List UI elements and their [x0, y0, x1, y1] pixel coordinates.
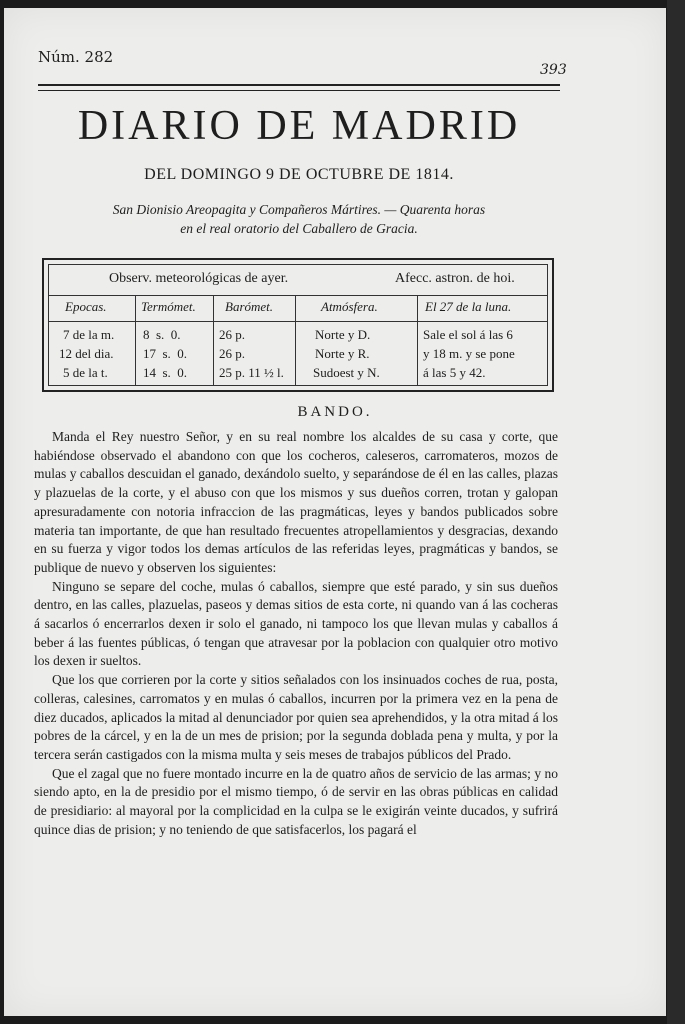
issue-number: Núm. 282 — [38, 48, 114, 66]
luna-cell: Sale el sol á las 6 — [423, 327, 513, 342]
col-header-atmosfera: Atmósfera. — [321, 299, 378, 314]
col-header-luna: El 27 de la luna. — [425, 299, 512, 314]
weather-right-heading: Afecc. astron. de hoi. — [395, 271, 515, 286]
col-header-termomet: Termómet. — [141, 299, 196, 314]
baromet-cell: 26 p. — [219, 346, 245, 361]
termomet-cell: 17 s. 0. — [143, 346, 188, 361]
baromet-cell: 25 p. 11 ½ l. — [219, 365, 284, 380]
bando-paragraph: Que los que corrieren por la corte y sitios señalados con los insinuados coches de rua, posta, colleras, calesines, carromatos y en mulas ó caballos, incurren por la primera vez en la pena de diez ducados, aplicados la mitad al denunciador por quien sea aprehendidos, y la otra mitad á los pobres de la cárcel, y en la de un mes de prision; por la segunda doblada pena y multa, y por la tercera serán castigados con la misma multa y seis meses de trabajos públicos del Prado. — [34, 672, 558, 762]
weather-table — [42, 258, 554, 392]
atmosfera-cell: Sudoest y N. — [313, 365, 380, 380]
weather-table-inner — [48, 264, 548, 386]
epocas-cell: 12 del dia. — [59, 346, 114, 361]
column-divider — [213, 295, 214, 385]
scan-edge — [667, 0, 685, 1024]
luna-cell: y 18 m. y se pone — [423, 346, 515, 361]
saints-line-2: en el real oratorio del Caballero de Gracia. — [180, 221, 418, 236]
col-header-epocas: Epocas. — [65, 299, 107, 314]
bando-paragraph: Que el zagal que no fuere montado incurre en la de quatro años de servicio de las armas; y no siendo apto, en la de presidio por el mismo tiempo, ó de servir en las obras públicas en calidad de presidiario: al mayoral por la complicidad en la culpa se le exigirán veinte ducados, y sufrirá quince dias de prision; y no teniendo de que satisfacerlos, los pagará el — [34, 765, 558, 837]
baromet-cell: 26 p. — [219, 327, 245, 342]
termomet-cell: 8 s. 0. — [143, 327, 181, 342]
atmosfera-cell: Norte y D. — [315, 327, 371, 342]
bando-heading: BANDO. — [297, 404, 373, 420]
saints-of-the-day — [64, 200, 534, 238]
epocas-cell: 5 de la t. — [63, 365, 108, 380]
bando-paragraph: Ninguno se separe del coche, mulas ó caballos, siempre que esté parado, y sin sus dueños dentro, en las calles, plazuelas, paseos y demas sitios de esta corte, ni quando van á las cocheras á sacarlos ó encerrarlos dexen ir solo el ganado, ni tampoco los que llevan mulas y caballos á beber á las fuentes públicas, ó tengan que atravesar por la poblacion con qualquier otro motivo los dexen ir sueltos. — [34, 578, 558, 669]
bando-body — [34, 428, 558, 839]
page-number: 393 — [540, 62, 567, 78]
termomet-cell: 14 s. 0. — [143, 365, 188, 380]
weather-left-heading: Observ. meteorológicas de ayer. — [109, 271, 289, 286]
luna-cell: á las 5 y 42. — [423, 365, 486, 380]
header-rule-thin — [38, 90, 560, 91]
column-divider — [135, 295, 136, 385]
weather-rule — [49, 321, 547, 322]
epocas-cell: 7 de la m. — [63, 327, 115, 342]
newspaper-page — [4, 8, 666, 1016]
atmosfera-cell: Norte y R. — [315, 346, 370, 361]
column-divider — [417, 295, 418, 385]
bando-paragraph: Manda el Rey nuestro Señor, y en su real nombre los alcaldes de su casa y corte, que habiéndose observado el abandono con que los cocheros, caleseros, carromateros, mozos de mulas y caballos descuidan el ganado, dexándolo suelto, y separándose de él en las calles, plazas y plazuelas de la corte, y el abuso con que los mismos y sus dueños corren, trotan y galopan apresuradamente con notoria infraccion de las pragmáticas, leyes y bandos publicados sobre materia tan importante, de que han resultado frecuentes atropellamientos y desgracias, dexando en su fuerza y vigor todos los demas artículos de las referidas leyes, pragmáticas y bandos, se publique de nuevo y observen los siguientes: — [34, 429, 558, 575]
dateline: DEL DOMINGO 9 DE OCTUBRE DE 1814. — [144, 166, 454, 183]
header-rule — [38, 84, 560, 86]
weather-rule — [49, 295, 547, 296]
col-header-baromet: Barómet. — [225, 299, 274, 314]
saints-line-1: San Dionisio Areopagita y Compañeros Mártires. — Quarenta horas — [112, 202, 486, 217]
column-divider — [295, 295, 296, 385]
masthead-title: DIARIO DE MADRID — [77, 103, 521, 149]
